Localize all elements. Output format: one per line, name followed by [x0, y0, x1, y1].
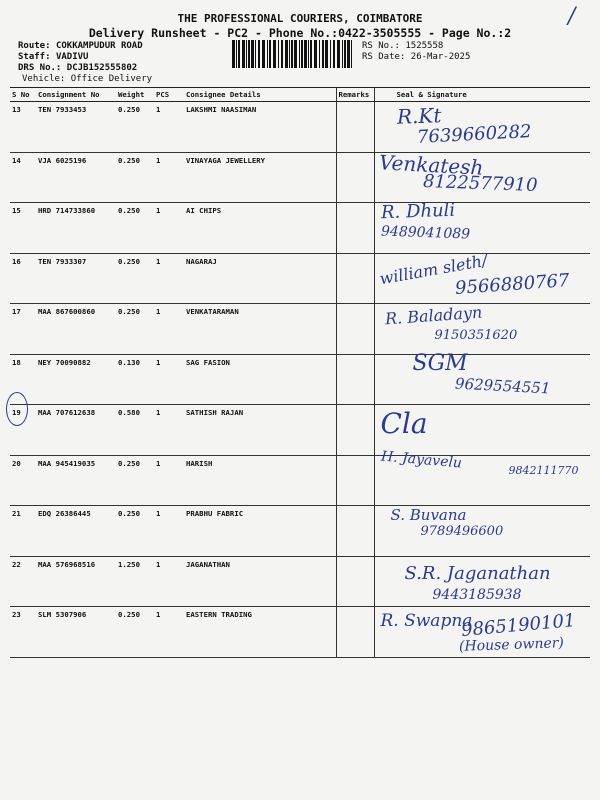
handwritten-phone-number: 9629554551	[454, 374, 551, 397]
route-label: Route:	[18, 41, 51, 51]
cell-weight: 0.580	[116, 405, 154, 456]
handwritten-corner-mark: /	[568, 4, 576, 29]
col-remarks-header: Remarks	[336, 88, 374, 102]
cell-consignment-no: MAA 867600860	[36, 304, 116, 355]
cell-consignment-no: EDQ 26386445	[36, 506, 116, 557]
cell-pcs: 1	[154, 455, 184, 506]
table-row	[10, 556, 590, 607]
vehicle-field	[22, 74, 152, 84]
runsheet-subtitle: Delivery Runsheet - PC2 - Phone No.:0422-3505555 - Page No.:2	[88, 26, 512, 40]
cell-consignee: NAGARAJ	[184, 253, 336, 304]
handwritten-phone-number: 9443185938	[432, 586, 522, 603]
cell-weight: 0.250	[116, 607, 154, 658]
cell-pcs: 1	[154, 304, 184, 355]
cell-consignee: AI CHIPS	[184, 203, 336, 254]
route-value: COKKAMPUDUR ROAD	[55, 41, 143, 51]
cell-consignee: LAKSHMI NAASIMAN	[184, 102, 336, 153]
company-title: THE PROFESSIONAL COURIERS, COIMBATORE	[177, 12, 423, 25]
cell-weight: 0.250	[116, 506, 154, 557]
cell-remarks	[336, 607, 374, 658]
handwritten-signature: (House owner)	[458, 635, 564, 655]
cell-pcs: 1	[154, 102, 184, 153]
table-row	[10, 607, 590, 658]
cell-consignee: VENKATARAMAN	[184, 304, 336, 355]
cell-seal-signature	[374, 199, 590, 254]
handwritten-signature: SGM	[412, 350, 468, 376]
cell-consignment-no: MAA 707612638	[36, 405, 116, 456]
handwritten-phone-number: 9566880767	[453, 269, 570, 299]
cell-sno: 15	[10, 203, 36, 254]
runsheet-table	[10, 87, 590, 658]
cell-remarks	[336, 556, 374, 607]
cell-pcs: 1	[154, 506, 184, 557]
cell-consignee: SAG FASION	[184, 354, 336, 405]
cell-weight: 0.250	[116, 203, 154, 254]
staff-label: Staff:	[18, 52, 51, 62]
cell-pcs: 1	[154, 405, 184, 456]
cell-consignee: VINAYAGA JEWELLERY	[184, 152, 336, 203]
cell-consignee: SATHISH RAJAN	[184, 405, 336, 456]
rs-no-value: 1525558	[405, 41, 444, 51]
handwritten-signature: william sleth/	[377, 250, 489, 288]
cell-seal-signature	[374, 607, 590, 658]
cell-weight: 0.250	[116, 304, 154, 355]
cell-weight: 0.250	[116, 102, 154, 153]
rs-date-label: RS Date:	[362, 52, 406, 62]
cell-remarks	[336, 304, 374, 355]
drs-label: DRS No.:	[18, 63, 62, 73]
staff-field	[18, 52, 88, 62]
cell-weight: 0.250	[116, 152, 154, 203]
drs-value: DCJB152555802	[66, 63, 138, 73]
handwritten-signature: H. Jayavelu	[379, 447, 463, 472]
cell-sno: 20	[10, 455, 36, 506]
table-row	[10, 152, 590, 203]
handwritten-phone-number: 8122577910	[422, 170, 538, 196]
handwritten-signature: S.R. Jaganathan	[404, 562, 551, 584]
cell-sno: 14	[10, 152, 36, 203]
cell-consignment-no: TEN 7933307	[36, 253, 116, 304]
cell-seal-signature	[374, 304, 590, 355]
cell-consignee: EASTERN TRADING	[184, 607, 336, 658]
handwritten-signature: Cla	[380, 407, 428, 440]
cell-remarks	[336, 354, 374, 405]
vehicle-label: Vehicle:	[22, 74, 66, 84]
cell-consignment-no: TEN 7933453	[36, 102, 116, 153]
cell-seal-signature	[374, 447, 590, 506]
col-pcs-header: PCS	[154, 88, 184, 102]
handwritten-signature: S. Buvana	[390, 506, 467, 524]
drs-field	[18, 63, 137, 73]
rs-date-field	[362, 52, 470, 62]
vehicle-value: Office Delivery	[70, 74, 153, 84]
handwritten-signature: R.Kt	[396, 103, 442, 129]
cell-remarks	[336, 506, 374, 557]
rs-no-label: RS No.:	[362, 41, 400, 51]
route-field	[18, 41, 143, 51]
handwritten-signature: R. Baladayn	[383, 302, 483, 329]
cell-sno: 21	[10, 506, 36, 557]
cell-remarks	[336, 152, 374, 203]
cell-pcs: 1	[154, 607, 184, 658]
handwritten-phone-number: 9842111770	[508, 463, 579, 477]
cell-consignee: JAGANATHAN	[184, 556, 336, 607]
cell-seal-signature	[374, 250, 590, 304]
cell-seal-signature	[374, 506, 590, 557]
cell-remarks	[336, 405, 374, 456]
cell-sno: 16	[10, 253, 36, 304]
col-consignee-header: Consignee Details	[184, 88, 336, 102]
cell-weight: 1.250	[116, 556, 154, 607]
cell-seal-signature	[374, 350, 590, 405]
col-weight-header: Weight	[116, 88, 154, 102]
cell-sno: 17	[10, 304, 36, 355]
cell-weight: 0.250	[116, 253, 154, 304]
cell-remarks	[336, 203, 374, 254]
rs-date-value: 26-Mar-2025	[410, 52, 471, 62]
cell-remarks	[336, 102, 374, 153]
cell-pcs: 1	[154, 203, 184, 254]
cell-seal-signature	[374, 149, 590, 203]
table-row	[10, 354, 590, 405]
cell-sno: 18	[10, 354, 36, 405]
cell-consignment-no: MAA 576968516	[36, 556, 116, 607]
barcode-image	[232, 40, 354, 68]
cell-consignment-no: HRD 714733860	[36, 203, 116, 254]
cell-pcs: 1	[154, 253, 184, 304]
table-row	[10, 203, 590, 254]
cell-weight: 0.130	[116, 354, 154, 405]
cell-weight: 0.250	[116, 455, 154, 506]
table-row	[10, 455, 590, 506]
handwritten-phone-number: 9865190101	[459, 610, 576, 641]
handwritten-signature: R. Dhuli	[380, 199, 455, 224]
handwritten-phone-number: 9489041089	[380, 223, 470, 243]
handwritten-phone-number: 9150351620	[434, 328, 518, 343]
cell-consignment-no: SLM 5307906	[36, 607, 116, 658]
cell-seal-signature	[374, 102, 590, 153]
cell-consignment-no: MAA 945419035	[36, 455, 116, 506]
col-consignment-header: Consignment No	[36, 88, 116, 102]
cell-pcs: 1	[154, 152, 184, 203]
cell-sno: 23	[10, 607, 36, 658]
handwritten-phone-number: 7639660282	[416, 121, 532, 148]
cell-consignee: HARISH	[184, 455, 336, 506]
col-sno-header: S No	[10, 88, 36, 102]
cell-sno: 13	[10, 102, 36, 153]
cell-consignment-no: VJA 6025196	[36, 152, 116, 203]
handwritten-phone-number: 9789496600	[420, 524, 504, 539]
cell-remarks	[336, 455, 374, 506]
cell-sno: 22	[10, 556, 36, 607]
table-header-row	[10, 88, 590, 102]
table-row	[10, 102, 590, 153]
cell-consignee: PRABHU FABRIC	[184, 506, 336, 557]
table-row	[10, 304, 590, 355]
cell-seal-signature	[374, 556, 590, 607]
table-row	[10, 405, 590, 456]
handwritten-signature: R. Swapna	[380, 611, 473, 631]
table-row	[10, 506, 590, 557]
rs-no-field	[362, 41, 443, 51]
staff-value: VADIVU	[55, 52, 89, 62]
cell-seal-signature	[374, 405, 590, 456]
handwritten-signature: Venkatesh	[377, 149, 484, 180]
cell-pcs: 1	[154, 556, 184, 607]
cell-remarks	[336, 253, 374, 304]
cell-sno: 19	[10, 405, 36, 456]
cell-consignment-no: NEY 70090882	[36, 354, 116, 405]
table-row	[10, 253, 590, 304]
cell-pcs: 1	[154, 354, 184, 405]
col-signature-header: Seal & Signature	[374, 88, 590, 102]
